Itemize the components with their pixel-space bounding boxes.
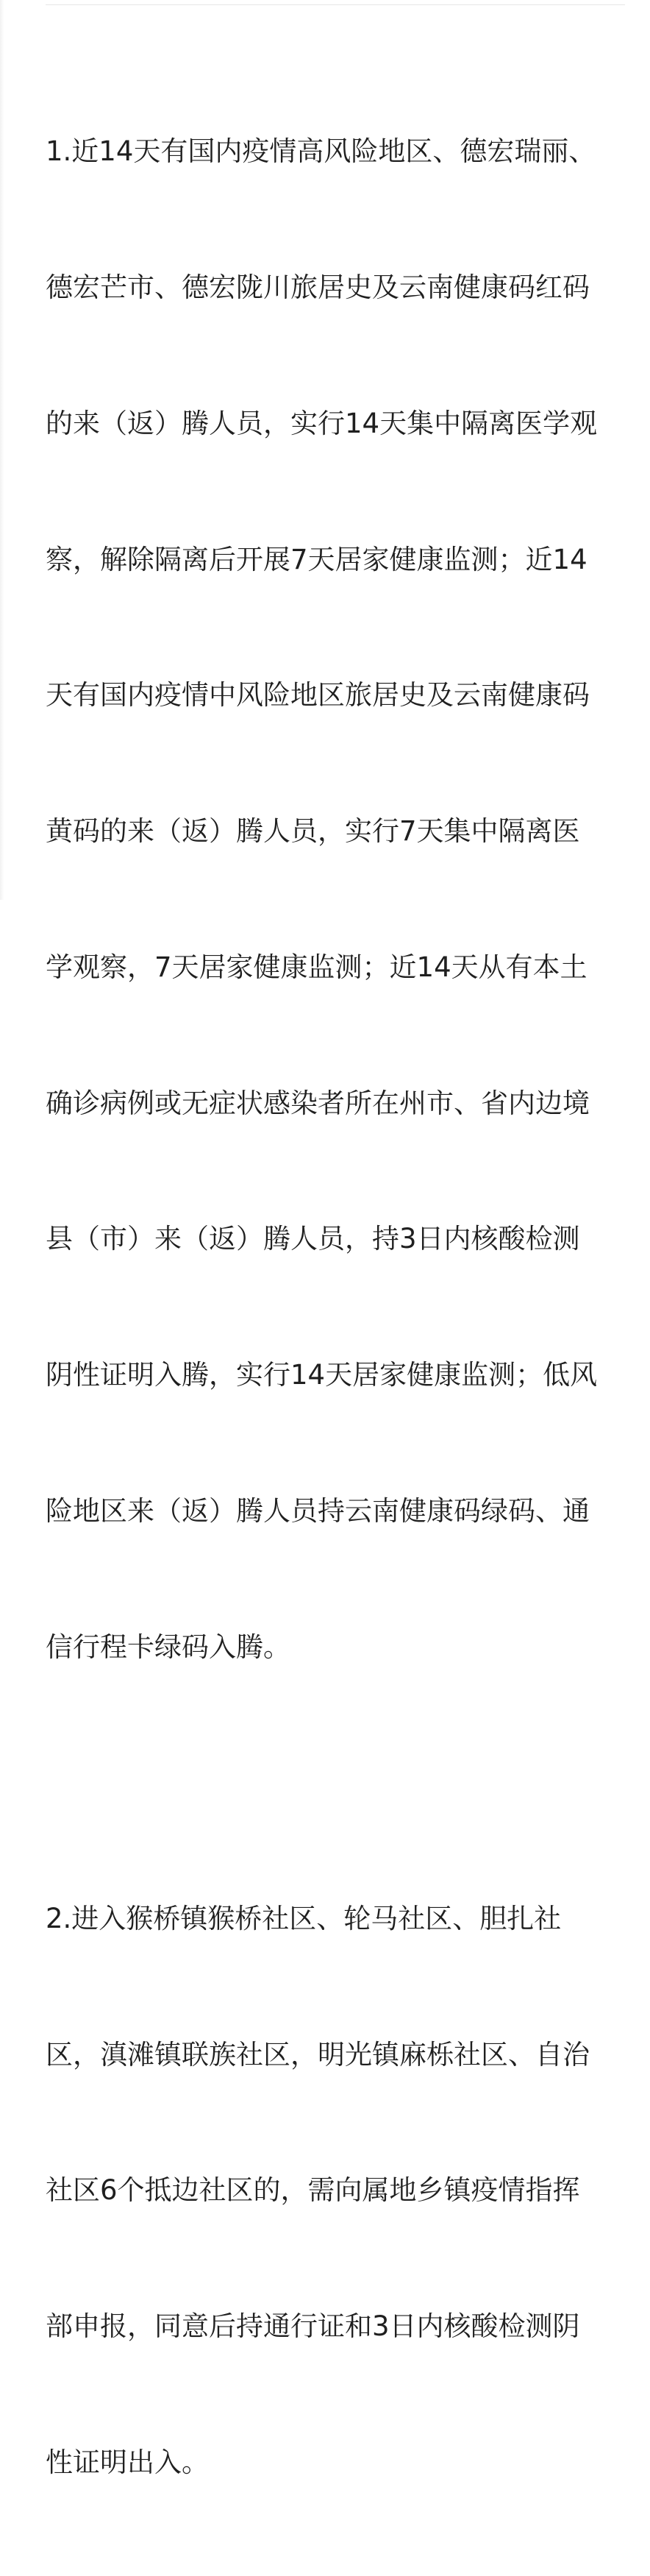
article-body <box>46 38 634 2576</box>
text-line: 黄码的来（返）腾人员，实行7天集中隔离医 <box>46 815 580 848</box>
paragraph-spacer <box>46 1761 634 1806</box>
text-line: 天有国内疫情中风险地区旅居史及云南健康码 <box>46 679 590 712</box>
text-line: 的来（返）腾人员，实行14天集中隔离医学观 <box>46 407 598 439</box>
text-line: 县（市）来（返）腾人员，持3日内核酸检测 <box>46 1223 580 1255</box>
text-line: 察，解除隔离后开展7天居家健康监测；近14 <box>46 543 588 575</box>
text-line: 性证明出入。 <box>46 2446 209 2478</box>
text-line: 险地区来（返）腾人员持云南健康码绿码、通 <box>46 1495 590 1527</box>
text-line: 确诊病例或无症状感染者所在州市、省内边境 <box>46 1087 590 1119</box>
left-edge-shadow <box>0 0 4 900</box>
text-line: 1.近14天有国内疫情高风险地区、德宏瑞丽、 <box>46 135 596 168</box>
text-line: 区，滇滩镇联族社区，明光镇麻栎社区、自治 <box>46 2038 590 2071</box>
paragraph-1 <box>46 38 634 1761</box>
text-line: 德宏芒市、德宏陇川旅居史及云南健康码红码 <box>46 271 590 303</box>
text-line: 学观察，7天居家健康监测；近14天从有本土 <box>46 951 588 983</box>
text-line: 社区6个抵边社区的，需向属地乡镇疫情指挥 <box>46 2174 580 2207</box>
text-line: 信行程卡绿码入腾。 <box>46 1631 290 1663</box>
text-line: 阴性证明入腾，实行14天居家健康监测；低风 <box>46 1359 598 1391</box>
text-line: 部申报，同意后持通行证和3日内核酸检测阴 <box>46 2310 580 2343</box>
text-line: 2.进入猴桥镇猴桥社区、轮马社区、胆扎社 <box>46 1902 562 1934</box>
top-divider <box>46 4 625 5</box>
paragraph-2 <box>46 1806 634 2576</box>
